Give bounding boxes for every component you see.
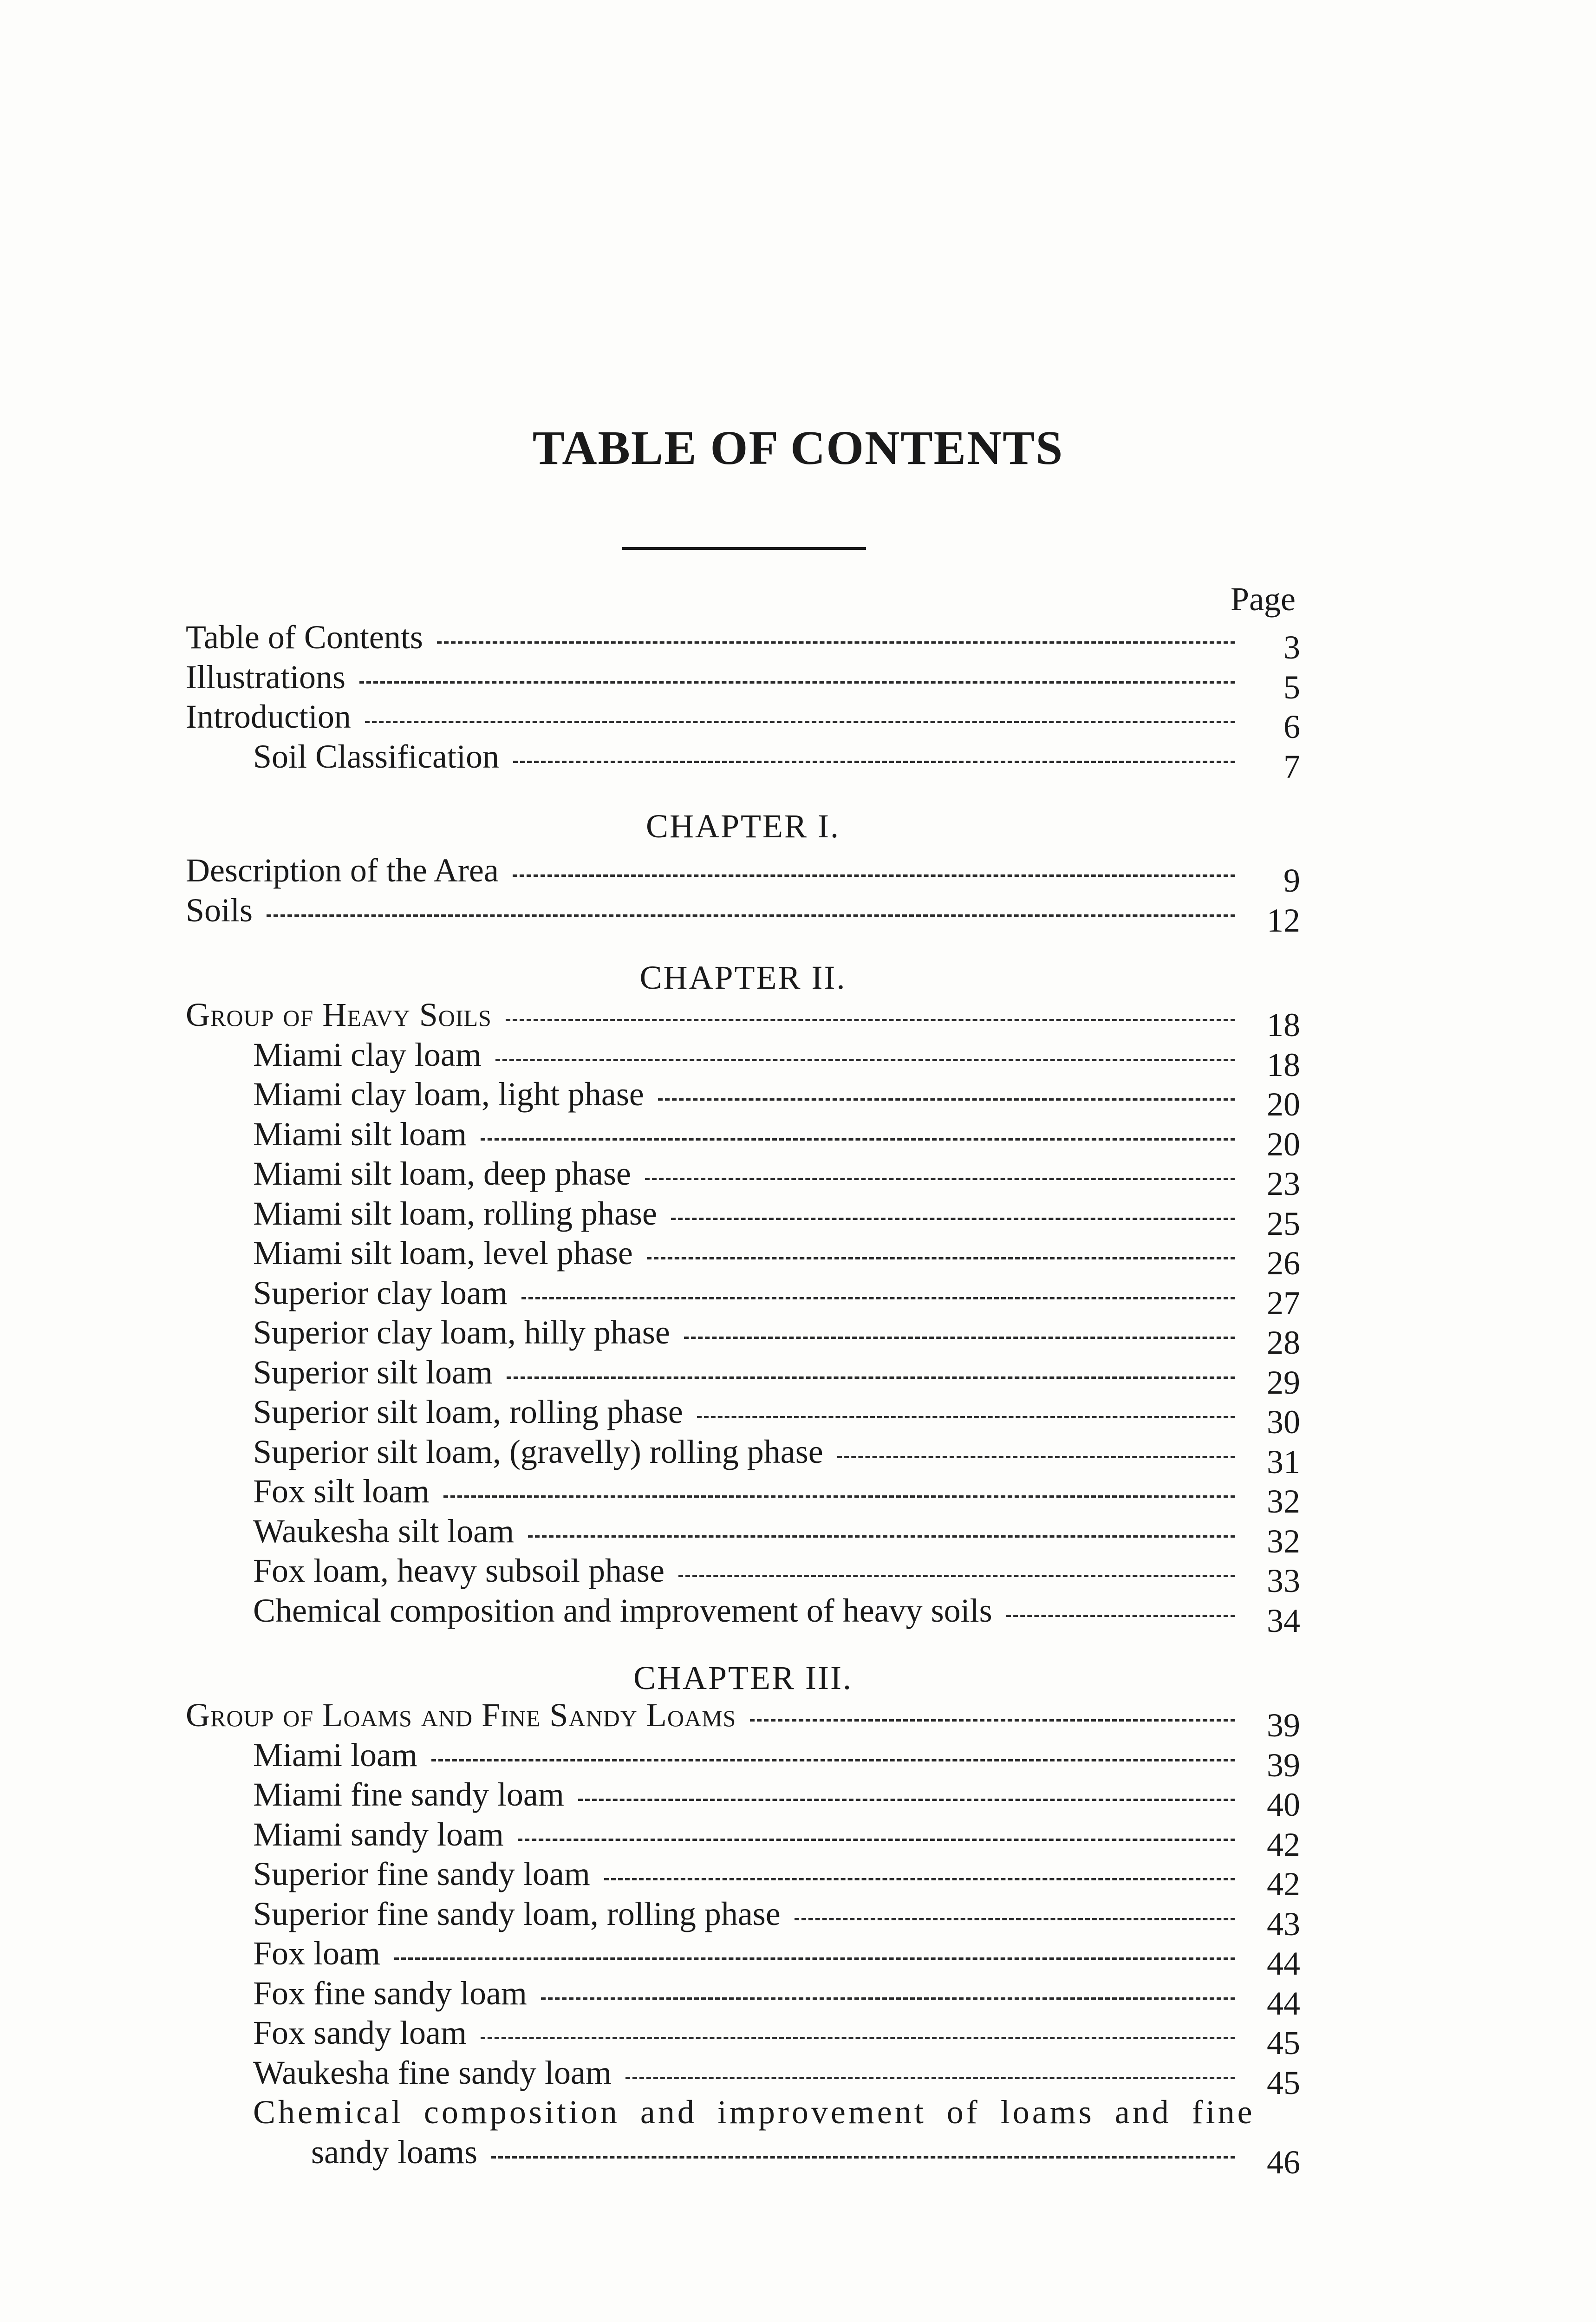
toc-entry[interactable] <box>186 1775 1300 1823</box>
toc-entry[interactable] <box>186 1735 1300 1784</box>
dot-leader <box>795 1918 1235 1920</box>
toc-entry[interactable] <box>186 618 1300 666</box>
toc-entry[interactable] <box>186 1154 1300 1202</box>
dot-leader <box>604 1878 1235 1880</box>
toc-group-entry[interactable] <box>186 1696 1300 1744</box>
toc-entry-page: 46 <box>1267 2143 1300 2181</box>
toc-entry-label: Fox sandy loam <box>253 2014 467 2051</box>
dot-leader <box>431 1759 1235 1761</box>
toc-entry-label: Superior clay loam, hilly phase <box>253 1314 670 1351</box>
dot-leader <box>521 1297 1235 1299</box>
dot-leader <box>1006 1615 1235 1617</box>
dot-leader <box>625 2077 1235 2079</box>
toc-entry-page: 33 <box>1267 1562 1300 1599</box>
dot-leader <box>578 1799 1235 1801</box>
toc-entry[interactable] <box>186 1815 1300 1863</box>
toc-group-entry[interactable] <box>186 995 1300 1044</box>
toc-group-label: Group of Loams and Fine Sandy Loams <box>186 1696 736 1734</box>
toc-entry-page: 5 <box>1283 668 1300 706</box>
dot-leader <box>507 1376 1235 1379</box>
chapter-heading: CHAPTER II. <box>639 959 847 996</box>
toc-entry-page: 34 <box>1267 1602 1300 1639</box>
dot-leader <box>359 681 1235 684</box>
toc-entry-label: Fox silt loam <box>253 1473 430 1510</box>
toc-entry-page: 45 <box>1267 2024 1300 2061</box>
toc-entry-label: Fox loam, heavy subsoil phase <box>253 1552 664 1589</box>
dot-leader <box>684 1337 1235 1339</box>
toc-entry-page: 40 <box>1267 1786 1300 1823</box>
page-title: TABLE OF CONTENTS <box>532 421 1064 475</box>
toc-entry-label: Soil Classification <box>253 737 499 775</box>
toc-entry[interactable] <box>186 1974 1300 2022</box>
dot-leader <box>513 761 1235 763</box>
page-column-header: Page <box>1231 580 1296 618</box>
dot-leader <box>267 914 1235 917</box>
toc-entry[interactable] <box>186 1512 1300 1560</box>
dot-leader <box>837 1456 1235 1458</box>
toc-entry-label: Miami clay loam <box>253 1036 482 1073</box>
dot-leader <box>437 641 1235 644</box>
dot-leader <box>647 1257 1235 1259</box>
dot-leader <box>481 2037 1235 2039</box>
toc-entry[interactable] <box>186 851 1300 899</box>
toc-entry[interactable] <box>186 1894 1300 1943</box>
table-of-contents <box>186 580 1300 2181</box>
toc-entry-label: Illustrations <box>186 658 345 696</box>
toc-entry[interactable] <box>186 891 1300 939</box>
dot-leader <box>671 1218 1235 1220</box>
toc-entry-label: Miami loam <box>253 1736 417 1774</box>
toc-entry-page: 45 <box>1267 2064 1300 2101</box>
toc-entry-label: Soils <box>186 891 253 929</box>
toc-entry-page: 6 <box>1283 708 1300 745</box>
toc-entry-page: 9 <box>1283 862 1300 899</box>
toc-entry-label: Miami silt loam, deep phase <box>253 1155 631 1192</box>
toc-entry[interactable] <box>186 658 1300 706</box>
toc-entry-label: Superior clay loam <box>253 1274 508 1311</box>
toc-entry[interactable] <box>186 1934 1300 1982</box>
toc-entry[interactable] <box>186 1472 1300 1520</box>
toc-entry-label: sandy loams <box>311 2133 477 2171</box>
dot-leader <box>697 1416 1235 1418</box>
toc-entry[interactable] <box>186 737 1300 785</box>
toc-entry-label: Miami silt loam, rolling phase <box>253 1194 657 1232</box>
toc-entry-label: Waukesha silt loam <box>253 1512 515 1550</box>
toc-entry-page: 28 <box>1267 1324 1300 1361</box>
chapter-heading: CHAPTER III. <box>633 1659 853 1696</box>
toc-entry-page: 20 <box>1267 1086 1300 1123</box>
dot-leader <box>495 1059 1235 1061</box>
toc-entry[interactable] <box>186 1194 1300 1242</box>
toc-entry-page: 26 <box>1267 1245 1300 1282</box>
toc-entry-label: Superior silt loam <box>253 1353 493 1391</box>
toc-entry-page: 39 <box>1267 1707 1300 1744</box>
title-rule <box>622 547 866 550</box>
toc-entry-continuation[interactable] <box>186 2133 1300 2181</box>
toc-entry[interactable] <box>186 1273 1300 1322</box>
toc-entry-page: 7 <box>1283 748 1300 785</box>
dot-leader <box>491 2156 1235 2159</box>
dot-leader <box>365 721 1235 723</box>
toc-entry-page: 44 <box>1267 1984 1300 2022</box>
toc-entry-label: Chemical composition and improvement of heavy soils <box>253 1591 992 1629</box>
dot-leader <box>528 1535 1235 1538</box>
toc-entry[interactable] <box>186 1551 1300 1599</box>
dot-leader <box>506 1019 1235 1021</box>
toc-entry-label: Superior silt loam, (gravelly) rolling phase <box>253 1433 823 1470</box>
toc-entry-page: 18 <box>1267 1046 1300 1083</box>
toc-entry-label: Description of the Area <box>186 852 499 889</box>
toc-entry[interactable] <box>186 1392 1300 1441</box>
dot-leader <box>518 1839 1235 1841</box>
toc-entry-page: 20 <box>1267 1125 1300 1163</box>
toc-entry[interactable] <box>186 1854 1300 1903</box>
toc-entry-page: 29 <box>1267 1363 1300 1401</box>
toc-entry-label: Introduction <box>186 698 351 735</box>
dot-leader <box>394 1957 1235 1960</box>
toc-entry-label: Superior fine sandy loam <box>253 1855 590 1892</box>
toc-entry[interactable] <box>186 2013 1300 2061</box>
toc-entry-label: Miami silt loam <box>253 1115 467 1153</box>
toc-entry[interactable] <box>186 1035 1300 1083</box>
toc-entry-label: Superior silt loam, rolling phase <box>253 1393 683 1430</box>
toc-entry-page: 27 <box>1267 1284 1300 1322</box>
dot-leader <box>645 1178 1235 1180</box>
toc-entry[interactable] <box>186 1353 1300 1401</box>
chapter-heading: CHAPTER I. <box>645 808 840 845</box>
toc-entry[interactable] <box>186 697 1300 745</box>
toc-entry-page: 3 <box>1283 629 1300 666</box>
toc-entry-page: 42 <box>1267 1826 1300 1863</box>
dot-leader <box>481 1138 1235 1141</box>
toc-entry[interactable] <box>186 1313 1300 1361</box>
toc-entry-label: Miami fine sandy loam <box>253 1776 564 1813</box>
toc-entry-first-line[interactable] <box>186 2093 1300 2133</box>
toc-entry-label: Table of Contents <box>186 619 423 656</box>
dot-leader <box>750 1719 1235 1722</box>
toc-entry-page: 39 <box>1267 1746 1300 1784</box>
toc-entry[interactable] <box>186 1075 1300 1123</box>
toc-entry-label: Miami silt loam, level phase <box>253 1234 633 1272</box>
toc-entry-label: Miami clay loam, light phase <box>253 1076 644 1113</box>
toc-entry-page: 31 <box>1267 1443 1300 1481</box>
toc-entry-label: Waukesha fine sandy loam <box>253 2054 612 2091</box>
toc-group-label: Group of Heavy Soils <box>186 996 492 1033</box>
toc-entry-page: 32 <box>1267 1483 1300 1520</box>
toc-entry-page: 18 <box>1267 1006 1300 1044</box>
toc-entry[interactable] <box>186 1432 1300 1481</box>
toc-entry-label: Superior fine sandy loam, rolling phase <box>253 1895 781 1932</box>
toc-entry-page: 44 <box>1267 1945 1300 1982</box>
dot-leader <box>443 1495 1235 1498</box>
dot-leader <box>541 1997 1235 2000</box>
toc-entry[interactable] <box>186 1591 1300 1639</box>
toc-entry-page: 25 <box>1267 1205 1300 1242</box>
toc-entry-label: Fox fine sandy loam <box>253 1974 527 2012</box>
toc-entry-page: 42 <box>1267 1865 1300 1903</box>
toc-entry-page: 43 <box>1267 1905 1300 1943</box>
toc-entry[interactable] <box>186 1233 1300 1282</box>
toc-entry[interactable] <box>186 2053 1300 2101</box>
toc-entry-page: 12 <box>1267 901 1300 939</box>
dot-leader <box>658 1098 1235 1101</box>
toc-entry-page: 23 <box>1267 1165 1300 1202</box>
toc-entry[interactable] <box>186 1115 1300 1163</box>
toc-entry-label: Chemical composition and improvement of loams and fine <box>253 2094 1255 2131</box>
toc-entry-label: Fox loam <box>253 1935 381 1972</box>
toc-entry-page: 30 <box>1267 1403 1300 1441</box>
toc-entry-label: Miami sandy loam <box>253 1815 504 1853</box>
toc-entry-page: 32 <box>1267 1522 1300 1560</box>
dot-leader <box>678 1575 1235 1577</box>
dot-leader <box>513 874 1235 877</box>
